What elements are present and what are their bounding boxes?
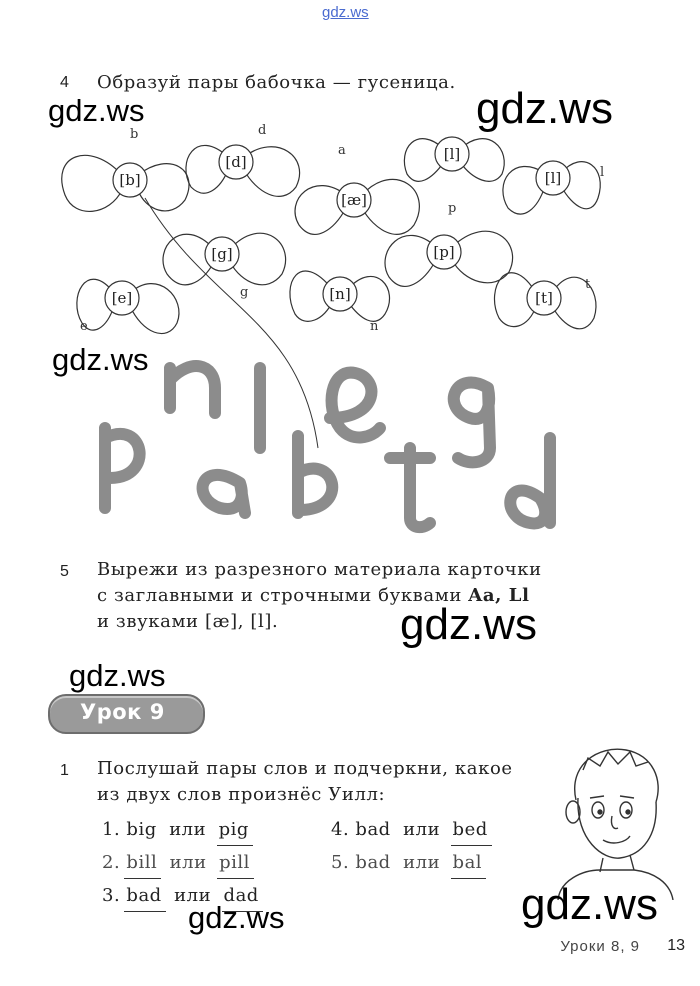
watermark[interactable]: gdz.ws <box>476 84 613 133</box>
watermark[interactable]: gdz.ws <box>521 880 658 929</box>
page-number: 13 <box>667 937 685 954</box>
letter-d: d <box>258 123 267 138</box>
letter-b: b <box>130 127 139 142</box>
word-pair-1: 1. big или pig <box>102 819 249 840</box>
caterpillar-a <box>203 475 245 513</box>
letter-l: l <box>600 165 605 180</box>
word-bill[interactable]: bill <box>126 852 158 873</box>
caterpillar-e <box>330 373 380 438</box>
task5-line2: с заглавными и строчными буквами Aa, Ll <box>97 585 530 606</box>
letter-t: t <box>585 277 591 292</box>
watermark[interactable]: gdz.ws <box>48 93 145 128</box>
word-bed[interactable]: bed <box>452 819 488 840</box>
word-dad[interactable]: dad <box>223 885 259 906</box>
task5-number: 5 <box>60 563 69 580</box>
caterpillar-g <box>454 382 490 462</box>
caterpillar-d <box>510 438 550 523</box>
sound-n: [n] <box>329 285 351 303</box>
letter-g: g <box>240 285 249 300</box>
word-pair-2: 2. bill или pill <box>102 852 250 873</box>
footer-lessons: Уроки 8, 9 <box>560 938 640 955</box>
sound-ae: [æ] <box>341 191 367 209</box>
word-bal[interactable]: bal <box>452 852 483 873</box>
task1-line2: из двух слов произнёс Уилл: <box>97 784 386 805</box>
sound-g: [g] <box>211 245 233 263</box>
letter-n: n <box>370 319 379 334</box>
task1-text <box>97 756 513 808</box>
sound-l-top: [l] <box>443 145 461 163</box>
sound-b: [b] <box>119 171 141 189</box>
letter-p: p <box>448 201 457 216</box>
watermark[interactable]: gdz.ws <box>69 658 166 693</box>
sound-l: [l] <box>544 169 562 187</box>
word-pig[interactable]: pig <box>218 819 249 840</box>
task5-letters: Aa, Ll <box>468 585 530 606</box>
word-pair-3: 3. bad или dad <box>102 885 259 906</box>
task1-line1: Послушай пары слов и подчеркни, какое <box>97 758 513 779</box>
letter-e: e <box>80 319 88 334</box>
watermark-top[interactable]: gdz.ws <box>322 4 369 21</box>
butterfly-caterpillar-illustration <box>60 118 620 548</box>
lesson-badge: Урок 9 <box>48 694 205 734</box>
task5-line3: и звуками [æ], [l]. <box>97 611 279 632</box>
task1-number: 1 <box>60 762 69 779</box>
caterpillar-p <box>105 428 140 508</box>
word-bad[interactable]: bad <box>126 885 162 906</box>
sound-e: [e] <box>111 289 133 307</box>
task5-line1: Вырежи из разрезного материала карточки <box>97 559 542 580</box>
caterpillar-b <box>298 436 332 513</box>
task4-text: Образуй пары бабочка — гусеница. <box>97 72 456 93</box>
caterpillar-n <box>170 366 215 413</box>
boy-will-illustration <box>548 740 678 900</box>
watermark[interactable]: gdz.ws <box>52 342 149 377</box>
letter-a: a <box>338 143 346 158</box>
sound-t: [t] <box>535 289 553 307</box>
watermark[interactable]: gdz.ws <box>188 900 285 935</box>
task4-number: 4 <box>60 74 69 91</box>
watermark[interactable]: gdz.ws <box>400 600 537 649</box>
sound-p: [p] <box>433 243 455 261</box>
word-pill[interactable]: pill <box>219 852 250 873</box>
caterpillar-t <box>390 448 430 527</box>
sound-d: [d] <box>225 153 247 171</box>
word-pair-4: 4. bad или bed <box>331 819 488 840</box>
word-pair-5: 5. bad или bal <box>331 852 483 873</box>
